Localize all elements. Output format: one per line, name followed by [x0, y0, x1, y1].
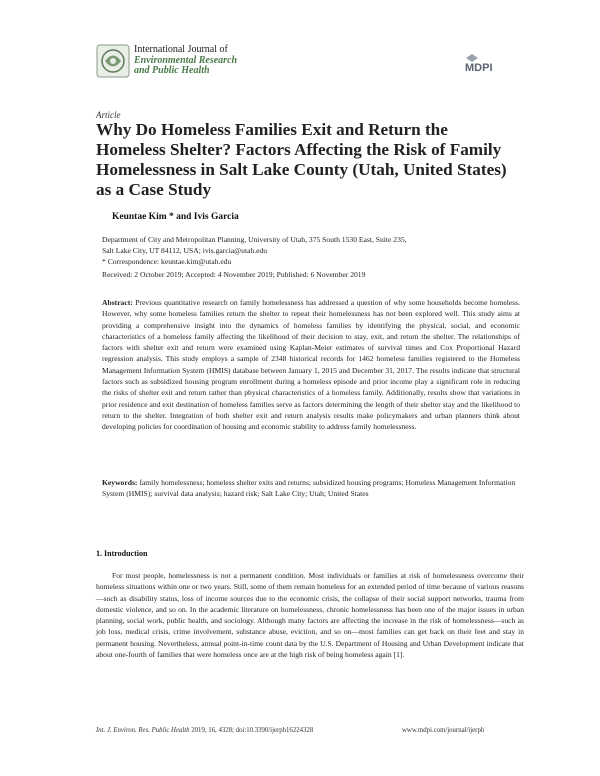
- journal-name: [134, 45, 237, 77]
- mdpi-logo-icon: [462, 52, 504, 74]
- correspondence: * Correspondence: keuntae.kim@utah.edu: [102, 257, 232, 266]
- citation-details: 2019, 16, 4328; doi:10.3390/ijerph16224328: [189, 727, 314, 734]
- footer-citation: [96, 727, 313, 734]
- keywords-label: Keywords:: [102, 478, 138, 487]
- journal-url-link[interactable]: www.mdpi.com/journal/ijerph: [402, 727, 485, 734]
- mdpi-logo-text: MDPI: [465, 62, 493, 74]
- affiliation: [96, 234, 526, 267]
- citation-journal: Int. J. Environ. Res. Public Health: [96, 727, 190, 734]
- journal-logo-icon: [96, 44, 130, 78]
- keywords: [102, 477, 520, 500]
- article-type: Article: [96, 110, 121, 120]
- journal-line2: Environmental Research: [134, 54, 238, 66]
- abstract-label: Abstract:: [102, 298, 133, 307]
- abstract: [102, 297, 520, 433]
- journal-line1: International Journal of: [134, 44, 228, 55]
- section-heading: 1. Introduction: [96, 549, 148, 558]
- article-title: Why Do Homeless Families Exit and Return the Homeless Shelter? Factors Affecting the Risk of Family Homelessness in Salt Lake County (Utah, United States) as a Case Study: [96, 120, 507, 199]
- author-list: Keuntae Kim * and Ivis Garcia: [112, 212, 239, 222]
- intro-paragraph: For most people, homelessness is not a permanent condition. Most individuals or families at risk of homelessness overcome their homeless situations within one or two years. Still, some of them remain homeless for an extended period of time because of various reasons—such as disability status, loss of income sources due to the economic crisis, the collapse of their social support networks, trauma from domestic violence, and so on. In the academic literature on homelessness, chronic homelessness has been one of the major issues in urban planning, social work, public health, and sociology. Although many factors are affecting the increase in the risk of homelessness—such as job loss, medical crisis, crime involvement, substance abuse, eviction, and so on—most families can get back on their feet and stay in permanent housing. Nevertheless, annual point-in-time count data by the U.S. Department of Housing and Urban Development indicate that about one-fourth of families that were homeless once are at the high risk of being homeless again [1].: [96, 571, 524, 660]
- affiliation-line1: Department of City and Metropolitan Planning, University of Utah, 375 South 1530 East, Suite 235,: [102, 235, 407, 244]
- abstract-text: Previous quantitative research on family homelessness has addressed a question of why some households become homeless. However, why some homeless families return the shelter to repeat their homelessness has not been explored well. This study aims at providing a comprehensive insight into the dynamics of homeless families by identifying the physical, social, and economic characteristics of a homeless family affecting the likelihood of their decision to stay, exit, and return the shelter. The relationships of factors with shelter exit and return were examined using Kaplan-Meier estimates of survival times and Cox Proportional Hazard regression analysis. This study employs a sample of 2348 historical records for 1462 homeless families registered to the Homeless Management Information System (HMIS) database between January 1, 2015 and December 31, 2017. The results indicate that structural factors such as subsidized housing program enrollment during a homeless episode and prior income play a significant role in reducing the risks of shelter exit and return rather than physical characteristics of a homeless family. Additionally, results show that variations in prior residence and exit destination of homeless families serve as factors determining the length of their shelter stay and the likelihood to return to the shelter. Integration of both shelter exit and return analysis results make policymakers and urban planners think about developing policies for coordination of housing and economic stability to address family homelessness.: [102, 298, 520, 432]
- keywords-text: family homelessness; homeless shelter exits and returns; subsidized housing programs; Homeless Management Information System (HMIS); survival data analysis; hazard risk; Salt Lake City; Utah; United States: [102, 478, 516, 499]
- publication-dates: Received: 2 October 2019; Accepted: 4 November 2019; Published: 6 November 2019: [102, 270, 366, 279]
- affiliation-line2: Salt Lake City, UT 84112, USA; ivis.garcia@utah.edu: [102, 246, 268, 255]
- journal-line3: and Public Health: [134, 65, 210, 76]
